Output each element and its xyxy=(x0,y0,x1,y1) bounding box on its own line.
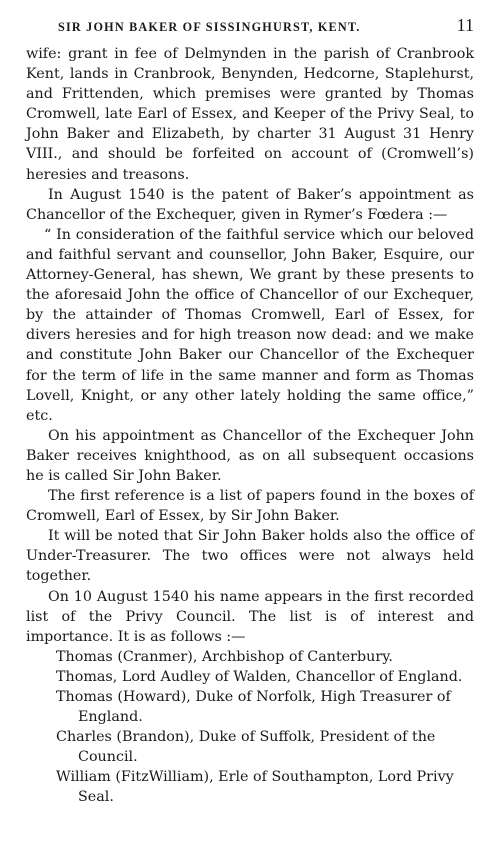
paragraph-first-reference: The first reference is a list of papers found in the boxes of Cromwell, Earl of Essex, by Sir John Baker. xyxy=(26,488,474,525)
page-number: 11 xyxy=(456,15,474,35)
privy-council-list xyxy=(26,647,474,808)
list-item: Thomas (Cranmer), Archbishop of Canterbury. xyxy=(56,648,393,665)
list-item: William (FitzWilliam), Erle of Southampton, Lord Privy Seal. xyxy=(56,769,454,806)
paragraph-privy-council: On 10 August 1540 his name appears in the first recorded list of the Privy Council. The list is of interest and importance. It is as follows :— xyxy=(26,588,474,645)
list-item: Charles (Brandon), Duke of Suffolk, President of the Council. xyxy=(56,729,436,766)
paragraph-under-treasurer: It will be noted that Sir John Baker holds also the office of Under-Treasurer. The two offices were not always held together. xyxy=(26,528,474,585)
running-head xyxy=(26,14,474,38)
list-item: Thomas (Howard), Duke of Norfolk, High Treasurer of England. xyxy=(56,689,451,726)
paragraph-patent-quotation: “ In consideration of the faithful service which our beloved and faithful servant and counsellor, John Baker, Esquire, our Attorney-General, has shewn, We grant by these presents to the aforesaid John the office of Chancellor of our Exchequer, by the attainder of Thomas Cromwell, Earl of Essex, for divers heresies and for high treason now dead: and we make and constitute John Baker our Chancellor of the Exchequer for the term of life in the same manner and form as Thomas Lovell, Knight, or any other lately holding the same office,” etc. xyxy=(26,226,474,424)
book-page xyxy=(26,14,474,808)
list-item: Thomas, Lord Audley of Walden, Chancellor of England. xyxy=(56,668,463,685)
running-head-title: SIR JOHN BAKER OF SISSINGHURST, KENT. xyxy=(58,20,361,34)
paragraph-patent-appointment: In August 1540 is the patent of Baker’s appointment as Chancellor of the Exchequer, given in Rymer’s Fœdera :— xyxy=(26,186,474,223)
paragraph-knighthood: On his appointment as Chancellor of the Exchequer John Baker receives knighthood, as on all subsequent occasions he is called Sir John Baker. xyxy=(26,427,474,484)
paragraph-grant-continuation: wife: grant in fee of Delmynden in the parish of Cranbrook Kent, lands in Cranbrook, Benynden, Hedcorne, Staplehurst, and Frittenden, which premises were granted by Thomas Cromwell, late Earl of Essex, and Keeper of the Privy Seal, to John Baker and Elizabeth, by charter 31 August 31 Henry VIII., and should be forfeited on account of (Cromwell’s) heresies and treasons. xyxy=(26,46,474,183)
body-text xyxy=(26,44,474,808)
